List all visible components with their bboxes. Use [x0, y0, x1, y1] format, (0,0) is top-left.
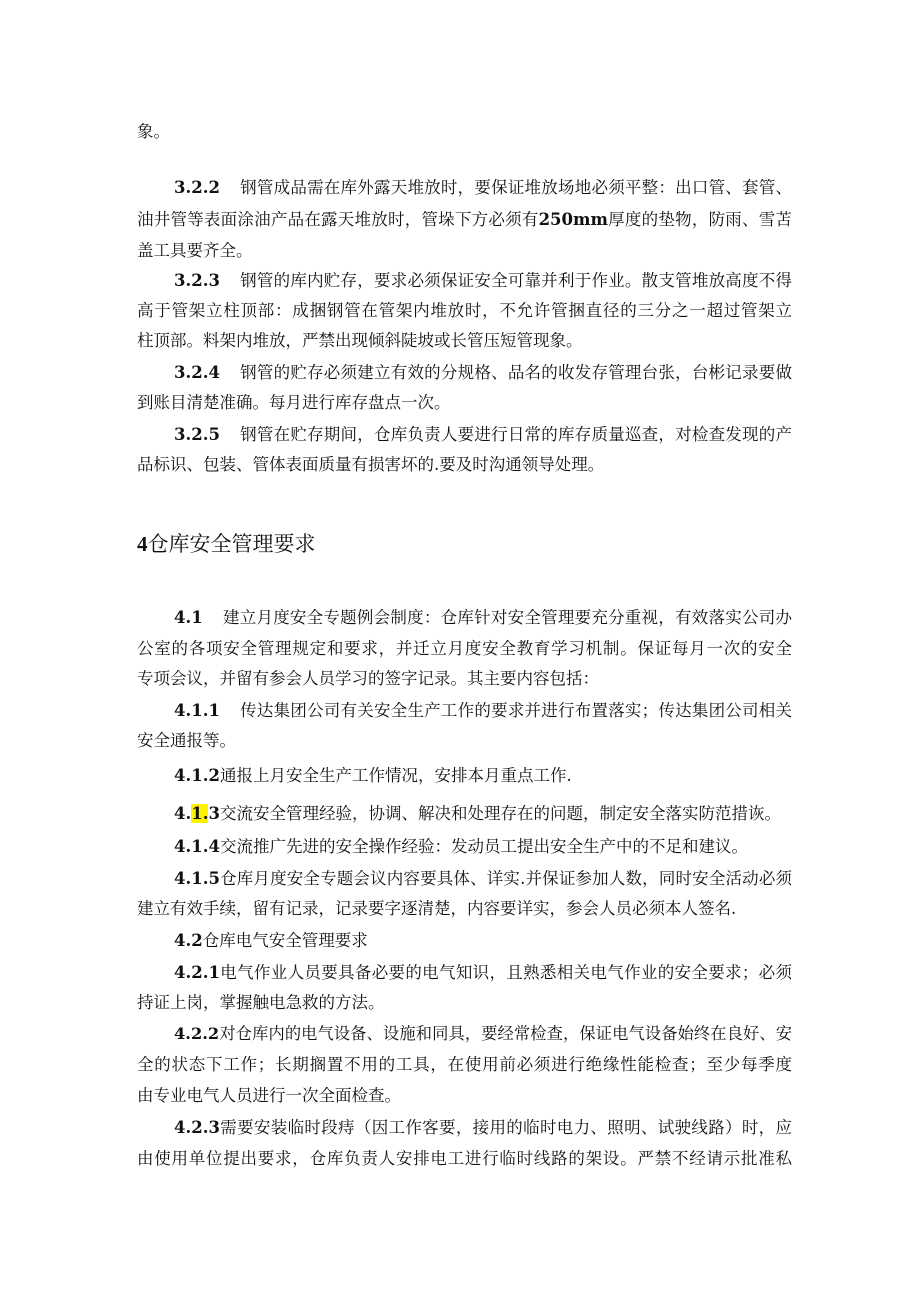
- paragraph-4-2-3: [137, 1117, 792, 1139]
- text: 对仓库内的电气设备、设施和同具，要经常检查，保证电气设备始终在良好、安: [219, 1024, 792, 1043]
- text: 需要安装临时段痔（因工作客要，接用的临时电力、照明、试驶线路）时，应: [219, 1118, 792, 1137]
- section-number: 4.2.1: [174, 963, 220, 982]
- text: 交流安全管理经验，协调、解决和处理存在的问题，制定安全落实防范措诙。: [219, 804, 781, 823]
- section-number: 4.2.2: [174, 1024, 220, 1043]
- section-number: 3.2.4: [174, 363, 220, 382]
- text: 钢管的库内贮存，要求必须保证安全可靠并利于作业。散支管堆放高度不得: [239, 271, 792, 290]
- text: 品标识、包装、管体表面质量有损害坏的.要及时沟通领导处理。: [137, 455, 605, 474]
- paragraph-4-2: [137, 930, 792, 952]
- paragraph-4-1: [137, 607, 792, 629]
- paragraph-line: [137, 668, 792, 690]
- text: 建立有效手续，留有记录，记录要字逐清楚，内容要详实，参会人员必须本人签名.: [137, 899, 737, 918]
- text: 建立月度安全专题例会制度：仓库针对安全管理要充分重视，有效落实公司办: [222, 608, 792, 627]
- paragraph-line: [137, 330, 792, 352]
- text: 全的状态下工作；长期搁置不用的工具，在使用前必须进行绝缘性能检查；至少每季度: [137, 1055, 792, 1074]
- paragraph-3-2-2: [137, 177, 792, 199]
- text: 通报上月安全生产工作情况，安排本月重点工作.: [219, 766, 572, 785]
- text: 油井管等表面涂油产品在露天堆放时，管垛下方必须有: [137, 210, 539, 229]
- paragraph-line: [137, 392, 792, 414]
- paragraph-line: [137, 300, 792, 322]
- text: 高于管架立柱顶部：成捆钢管在管架内堆放时，不允许管捆直径的三分之一超过管架立: [137, 301, 792, 320]
- paragraph-4-1-5: [137, 868, 792, 890]
- text: 仓库电气安全管理要求: [202, 931, 368, 950]
- text: 厚度的垫物，防雨、雪苫: [607, 210, 793, 229]
- paragraph-line: [137, 454, 792, 476]
- paragraph-4-1-1: [137, 700, 792, 722]
- paragraph-4-2-2: [137, 1023, 792, 1045]
- paragraph-4-2-1: [137, 962, 792, 984]
- text: 公室的各项安全管理规定和要求，并迁立月度安全教育学习机制。保证每月一次的安全: [137, 639, 792, 658]
- paragraph-line: [137, 898, 792, 920]
- section-number-part: 4.: [174, 804, 192, 823]
- section-number-part: 3: [208, 804, 220, 823]
- section-number: 4.2.3: [174, 1118, 220, 1137]
- text: 传达集团公司有关安全生产工作的要求并进行布置落实；传达集团公司相关: [239, 701, 792, 720]
- text: 电气作业人员要具备必要的电气知识，且熟悉相关电气作业的安全要求；必须: [219, 963, 792, 982]
- section-number: 4.1.4: [174, 837, 220, 856]
- section-heading: [137, 529, 316, 559]
- text: 专项会议，并留有参会人员学习的签字记录。其主要内容包括：: [137, 669, 599, 688]
- text: 柱顶部。料架内堆放，严禁出现倾斜陡坡或长管压短管现象。: [137, 331, 583, 350]
- section-number: 4.2: [174, 931, 203, 950]
- paragraph-line: [137, 730, 792, 752]
- paragraph-line: [137, 1054, 792, 1076]
- paragraph-line: [137, 992, 792, 1014]
- paragraph-3-2-3: [137, 270, 792, 292]
- section-number: [174, 804, 220, 823]
- heading-number: 4: [137, 532, 148, 556]
- section-number: 3.2.3: [174, 271, 220, 290]
- text: 安全通报等。: [137, 731, 236, 750]
- paragraph-line: [137, 1085, 792, 1107]
- paragraph-line: [137, 240, 792, 262]
- section-number: 4.1.5: [174, 869, 220, 888]
- text: 持证上岗，掌握触电急救的方法。: [137, 993, 385, 1012]
- text: 钢管成品需在库外露天堆放时，要保证堆放场地必须平整：出口管、套管、: [239, 178, 792, 197]
- text: 钢管在贮存期间，仓库负责人要进行日常的库存质量巡查，对检查发现的产: [239, 425, 792, 444]
- heading-text: 仓库安全管理要求: [147, 532, 316, 556]
- paragraph-line: [137, 121, 792, 143]
- highlighted-text: 1.: [191, 804, 209, 823]
- text: 到账目清楚准确。每月进行库存盘点一次。: [137, 393, 451, 412]
- text: 象。: [137, 122, 170, 141]
- text: 交流推广先进的安全操作经验：发动员工提出安全生产中的不足和建议。: [219, 837, 748, 856]
- paragraph-4-1-4: [137, 836, 792, 858]
- paragraph-line: [137, 1148, 792, 1170]
- section-number: 4.1.2: [174, 766, 220, 785]
- paragraph-line: [137, 209, 792, 231]
- paragraph-3-2-5: [137, 424, 792, 446]
- text: 由专业电气人员进行一次全面检查。: [137, 1086, 401, 1105]
- paragraph-3-2-4: [137, 362, 792, 384]
- section-number: 3.2.5: [174, 425, 220, 444]
- paragraph-4-1-2: [137, 765, 792, 787]
- text: 钢管的贮存必须建立有效的分规格、品名的收发存管理台张，台彬记录要做: [239, 363, 792, 382]
- text: 仓库月度安全专题会议内容要具体、详实.并保证参加人数，同时安全活动必须: [219, 869, 792, 888]
- section-number: 3.2.2: [174, 178, 220, 197]
- paragraph-4-1-3: [137, 803, 792, 825]
- section-number: 4.1: [174, 608, 203, 627]
- text: 盖工具要齐全。: [137, 241, 253, 260]
- paragraph-line: [137, 638, 792, 660]
- text: 由使用单位提出要求，仓库负责人安排电工进行临时线路的架设。严禁不经请示批准私: [137, 1149, 792, 1168]
- section-number: 4.1.1: [174, 701, 220, 720]
- bold-text: 250mm: [538, 210, 608, 229]
